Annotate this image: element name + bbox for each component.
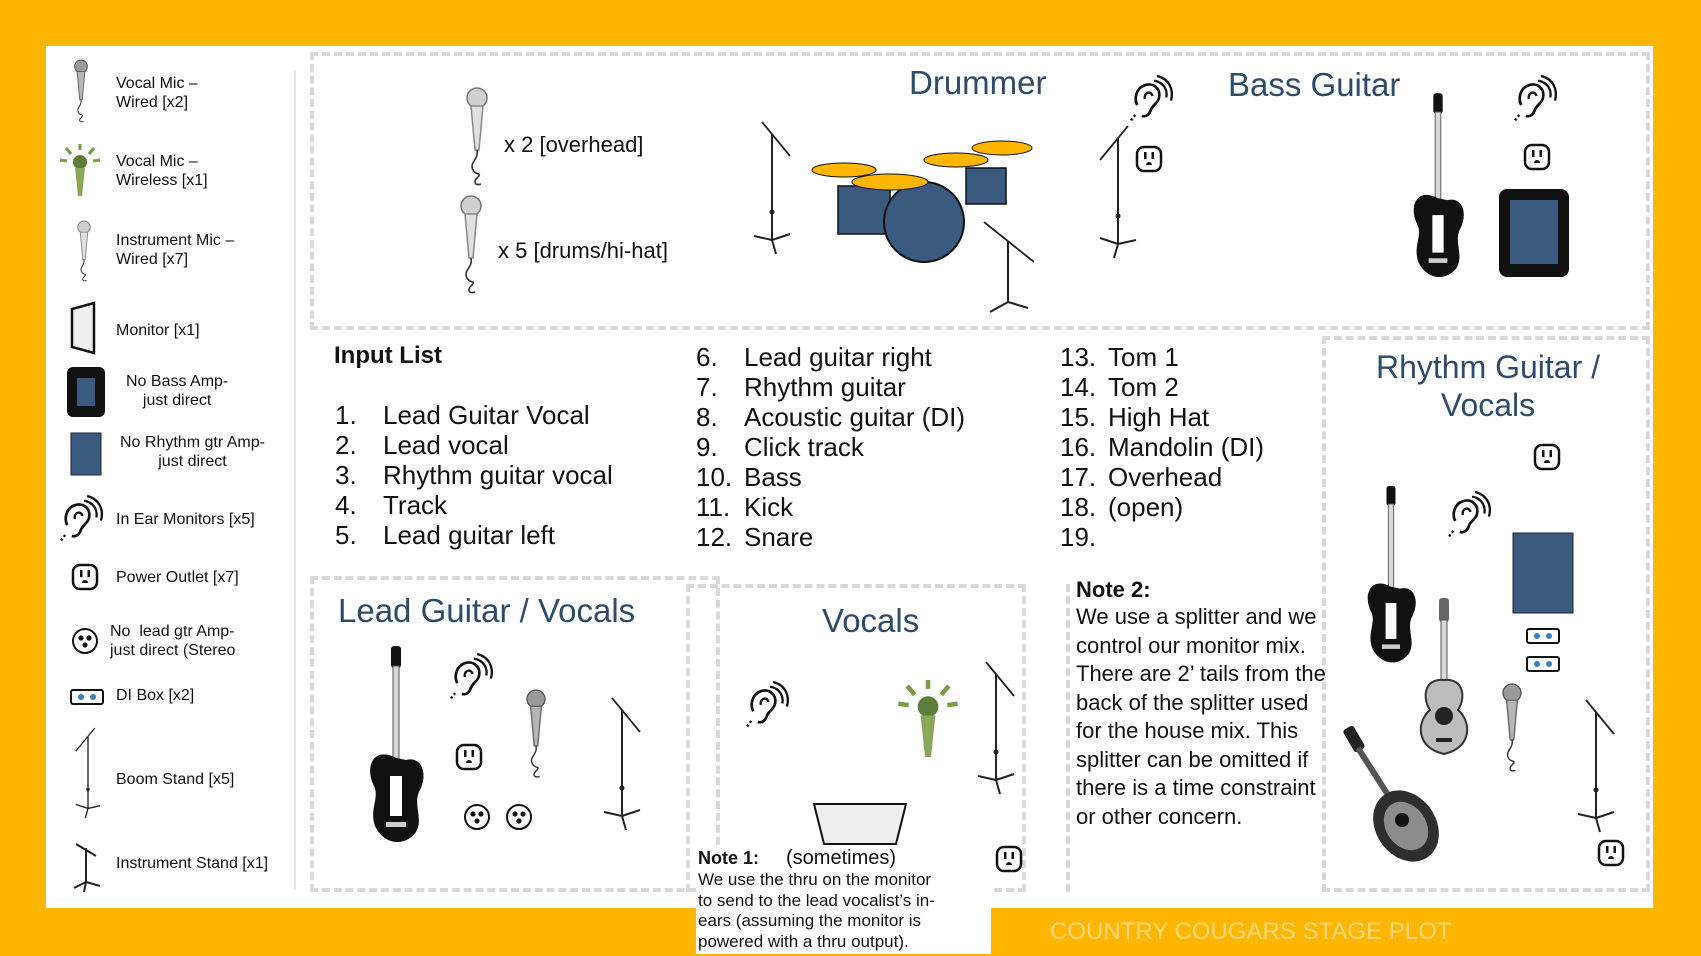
- list-item-label: Snare: [744, 522, 814, 552]
- list-item: [335, 460, 613, 491]
- list-item: [696, 402, 965, 433]
- overhead-mic-label: x 2 [overhead]: [504, 132, 644, 157]
- list-item-number: 7.: [696, 372, 718, 402]
- legend-item: [46, 622, 296, 672]
- lead-amp-icon: [506, 804, 532, 830]
- legend-item: [46, 728, 296, 828]
- note1-subtitle: (sometimes): [786, 847, 897, 869]
- legend-item: [46, 428, 296, 488]
- in-ear-monitor-icon: [1512, 70, 1558, 128]
- note1-title: Note 1:: [698, 848, 760, 868]
- list-item-number: 17.: [1060, 462, 1097, 492]
- list-item: [696, 462, 802, 493]
- list-item-label: Rhythm guitar: [744, 372, 906, 402]
- instrument-mic-icon: [72, 221, 96, 283]
- input-list-heading: Input List: [334, 342, 442, 369]
- in-ear-monitor-icon: [1446, 486, 1492, 544]
- list-item: [335, 520, 555, 551]
- list-item-number: 16.: [1060, 432, 1097, 462]
- rhythm-title: Rhythm Guitar / Vocals: [1375, 349, 1601, 423]
- lead-amp-icon: [464, 804, 490, 830]
- list-item-number: 4.: [335, 490, 357, 520]
- legend-item: [46, 686, 296, 716]
- list-item-label: Click track: [744, 432, 864, 462]
- legend-label: No Bass Amp- just direct: [126, 373, 229, 409]
- legend-divider: [294, 70, 296, 890]
- legend-label: Boom Stand [x5]: [116, 771, 235, 788]
- vocal-mic-wireless-icon: [898, 680, 958, 760]
- list-item-number: 2.: [335, 430, 357, 460]
- legend-label: In Ear Monitors [x5]: [116, 511, 255, 528]
- instrument-stand-icon: [72, 842, 102, 892]
- legend-label: DI Box [x2]: [116, 687, 195, 704]
- power-outlet-icon: [996, 846, 1022, 872]
- in-ear-monitor-icon: [1128, 70, 1174, 128]
- legend-item: [46, 221, 296, 291]
- boom-stand-icon: [602, 698, 642, 830]
- overhead-mic-icon: [464, 88, 490, 188]
- list-item: [696, 522, 813, 553]
- list-item-label: Tom 2: [1108, 372, 1179, 402]
- legend-item: [46, 60, 296, 120]
- list-item: [1060, 492, 1183, 523]
- power-outlet-icon: [1524, 144, 1550, 170]
- legend-item: [46, 144, 296, 204]
- rhythm-amp-icon: [1512, 532, 1574, 614]
- drum-mic-icon: [458, 196, 484, 296]
- list-item: [335, 430, 509, 461]
- list-item-number: 6.: [696, 342, 718, 372]
- monitor-icon: [812, 802, 908, 846]
- note1-body: We use the thru on the monitor to send to the lead vocalist’s in- ears (assuming the monitor is powered with a thru output).: [698, 870, 935, 951]
- list-item: [335, 490, 447, 521]
- monitor-icon: [70, 301, 96, 355]
- list-item-label: Lead Guitar Vocal: [383, 400, 590, 430]
- stage-plot: [46, 46, 1653, 908]
- vocals-title: Vocals: [822, 602, 920, 639]
- legend-label: Vocal Mic – Wireless [x1]: [116, 153, 208, 189]
- footer-title: COUNTRY COUGARS STAGE PLOT: [1050, 918, 1452, 945]
- note2-title: Note 2:: [1076, 577, 1151, 602]
- vocal-mic-wireless-icon: [60, 144, 100, 198]
- list-item: [1060, 402, 1209, 433]
- list-item: [1060, 372, 1179, 403]
- legend-item: [46, 842, 296, 902]
- legend-item: [46, 564, 296, 604]
- list-item-label: Bass: [744, 462, 802, 492]
- note2-divider: [1066, 584, 1070, 892]
- list-item-number: 10.: [696, 462, 733, 492]
- in-ear-monitor-icon: [58, 490, 104, 548]
- list-item: [1060, 462, 1222, 493]
- drum-stand-icon: [982, 222, 1038, 314]
- list-item: [335, 400, 590, 431]
- boom-stand-icon: [1098, 126, 1138, 258]
- list-item-number: 3.: [335, 460, 357, 490]
- boom-stand-icon: [976, 662, 1016, 794]
- list-item-number: 18.: [1060, 492, 1097, 522]
- list-item-number: 1.: [335, 400, 357, 430]
- di-box-icon: [1526, 656, 1560, 672]
- legend-label: Power Outlet [x7]: [116, 569, 239, 586]
- note2-body: We use a splitter and we control our monitor mix. There are 2’ tails from the back of the splitter used for the house mix. This splitter can be omitted if there is a time constraint or other concern.: [1076, 604, 1326, 829]
- list-item-number: 11.: [696, 492, 731, 522]
- lead-amp-icon: [72, 628, 98, 654]
- list-item-label: Overhead: [1108, 462, 1223, 492]
- list-item-label: High Hat: [1108, 402, 1210, 432]
- list-item-number: 5.: [335, 520, 357, 550]
- bass-guitar-icon: [1408, 92, 1468, 282]
- rhythm-amp-icon: [70, 432, 102, 476]
- list-item-number: 19.: [1060, 522, 1097, 552]
- legend-item: [46, 366, 296, 426]
- power-outlet-icon: [72, 564, 98, 590]
- drummer-title: Drummer: [909, 64, 1047, 101]
- bass-amp-icon: [66, 366, 106, 418]
- legend-label: No lead gtr Amp- just direct (Stereo: [110, 623, 236, 659]
- list-item-label: Lead guitar left: [383, 520, 556, 550]
- list-item: [696, 372, 906, 403]
- in-ear-monitor-icon: [744, 676, 790, 734]
- power-outlet-icon: [1534, 444, 1560, 470]
- in-ear-monitor-icon: [448, 648, 494, 706]
- instrument-mic-icon: [1500, 684, 1524, 774]
- list-item: [1060, 432, 1264, 463]
- list-item-label: Rhythm guitar vocal: [383, 460, 613, 490]
- drum-mic-label: x 5 [drums/hi-hat]: [498, 238, 668, 263]
- boom-stand-icon: [1576, 700, 1616, 832]
- list-item: [696, 342, 932, 373]
- legend-label: Instrument Stand [x1]: [116, 855, 269, 872]
- boom-stand-icon: [68, 728, 108, 818]
- list-item-label: Mandolin (DI): [1108, 432, 1265, 462]
- power-outlet-icon: [1136, 146, 1162, 172]
- boom-stand-icon: [752, 122, 792, 254]
- list-item-label: Lead guitar right: [744, 342, 932, 372]
- legend: [46, 46, 296, 908]
- power-outlet-icon: [1598, 840, 1624, 866]
- bass-amp-icon: [1498, 188, 1570, 278]
- list-item: [696, 492, 793, 523]
- legend-item: [46, 490, 296, 550]
- list-item-number: 12.: [696, 522, 733, 552]
- legend-label: Vocal Mic – Wired [x2]: [116, 75, 198, 111]
- list-item: [1060, 522, 1108, 553]
- power-outlet-icon: [456, 744, 482, 770]
- legend-item: [46, 301, 296, 357]
- lead-guitar-icon: [364, 646, 428, 846]
- di-box-icon: [1526, 628, 1560, 644]
- vocal-mic-wired-icon: [68, 60, 94, 124]
- list-item-number: 13.: [1060, 342, 1097, 372]
- list-item-label: Acoustic guitar (DI): [744, 402, 966, 432]
- list-item-number: 15.: [1060, 402, 1097, 432]
- list-item-label: Tom 1: [1108, 342, 1179, 372]
- mandolin-icon: [1348, 726, 1448, 866]
- legend-label: Monitor [x1]: [116, 322, 200, 339]
- list-item: [1060, 342, 1179, 373]
- legend-label: No Rhythm gtr Amp- just direct: [120, 434, 265, 470]
- list-item-label: (open): [1108, 492, 1184, 522]
- list-item-label: Lead vocal: [383, 430, 509, 460]
- legend-label: Instrument Mic – Wired [x7]: [116, 232, 235, 268]
- list-item-label: Track: [383, 490, 448, 520]
- bass-title: Bass Guitar: [1228, 66, 1401, 103]
- list-item-number: 9.: [696, 432, 718, 462]
- vocal-mic-wired-icon: [524, 690, 548, 780]
- list-item-number: 8.: [696, 402, 718, 432]
- list-item-label: Kick: [744, 492, 794, 522]
- list-item-number: 14.: [1060, 372, 1097, 402]
- di-box-icon: [70, 689, 104, 705]
- lead-title: Lead Guitar / Vocals: [338, 592, 636, 629]
- list-item: [696, 432, 864, 463]
